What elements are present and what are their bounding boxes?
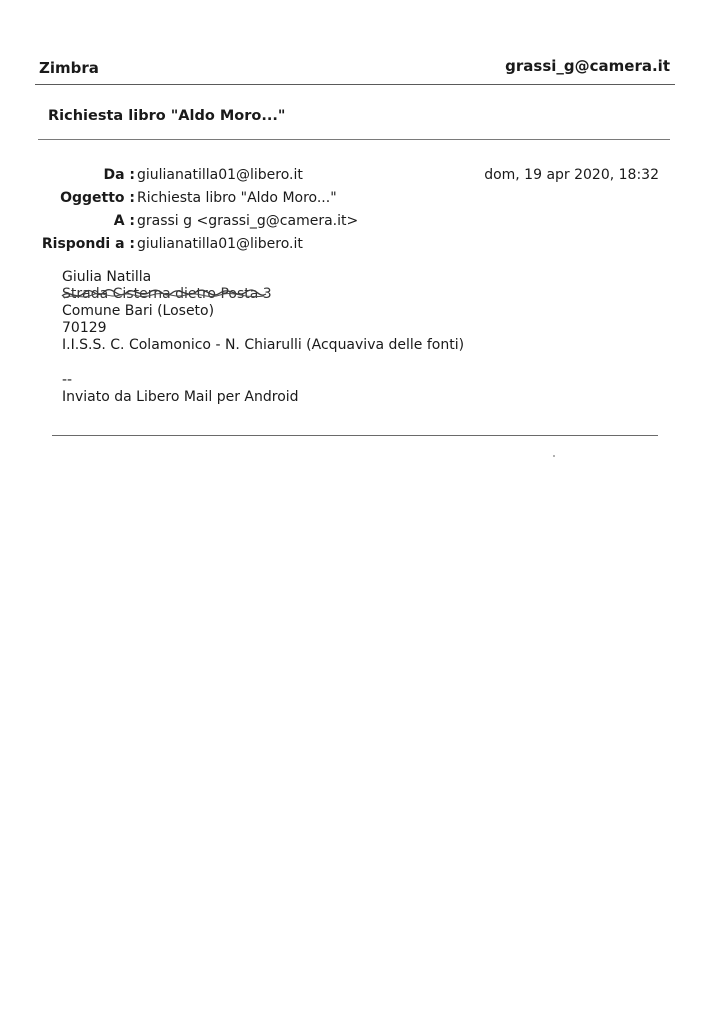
- from-value: giulianatilla01@libero.it: [137, 167, 303, 183]
- title-divider: [38, 139, 670, 140]
- signature-block: [62, 372, 299, 406]
- reply-to-row: [0, 234, 713, 254]
- app-name: Zimbra: [39, 59, 99, 77]
- body-line-name: Giulia Natilla: [62, 269, 152, 285]
- subject-row: [0, 188, 713, 208]
- account-email: grassi_g@camera.it: [505, 57, 670, 75]
- body-line-address-redacted: [62, 286, 464, 303]
- from-label: Da :: [103, 167, 135, 183]
- from-row: [0, 165, 713, 185]
- to-value: grassi g <grassi_g@camera.it>: [137, 213, 359, 229]
- message-date: dom, 19 apr 2020, 18:32: [484, 167, 659, 183]
- subject-value: Richiesta libro "Aldo Moro...": [137, 190, 337, 206]
- signature-separator: --: [62, 372, 73, 388]
- scan-speck: [553, 455, 555, 457]
- reply-to-label: Rispondi a :: [41, 236, 135, 252]
- message-body: [62, 269, 464, 354]
- reply-to-value: giulianatilla01@libero.it: [137, 236, 303, 252]
- redacted-address-text: Strada Cisterna dietro Posta 3: [62, 286, 272, 302]
- header-divider: [35, 84, 675, 85]
- footer-divider: [52, 435, 658, 436]
- signature-text: Inviato da Libero Mail per Android: [62, 389, 299, 405]
- body-line-school: I.I.S.S. C. Colamonico - N. Chiarulli (Acquaviva delle fonti): [62, 337, 465, 353]
- body-line-city: Comune Bari (Loseto): [62, 303, 215, 319]
- message-title: Richiesta libro "Aldo Moro...": [48, 108, 286, 124]
- redaction-scribble: [60, 287, 270, 303]
- subject-label: Oggetto :: [60, 190, 135, 206]
- to-label: A :: [113, 213, 135, 229]
- body-line-postcode: 70129: [62, 320, 107, 336]
- to-row: [0, 211, 713, 231]
